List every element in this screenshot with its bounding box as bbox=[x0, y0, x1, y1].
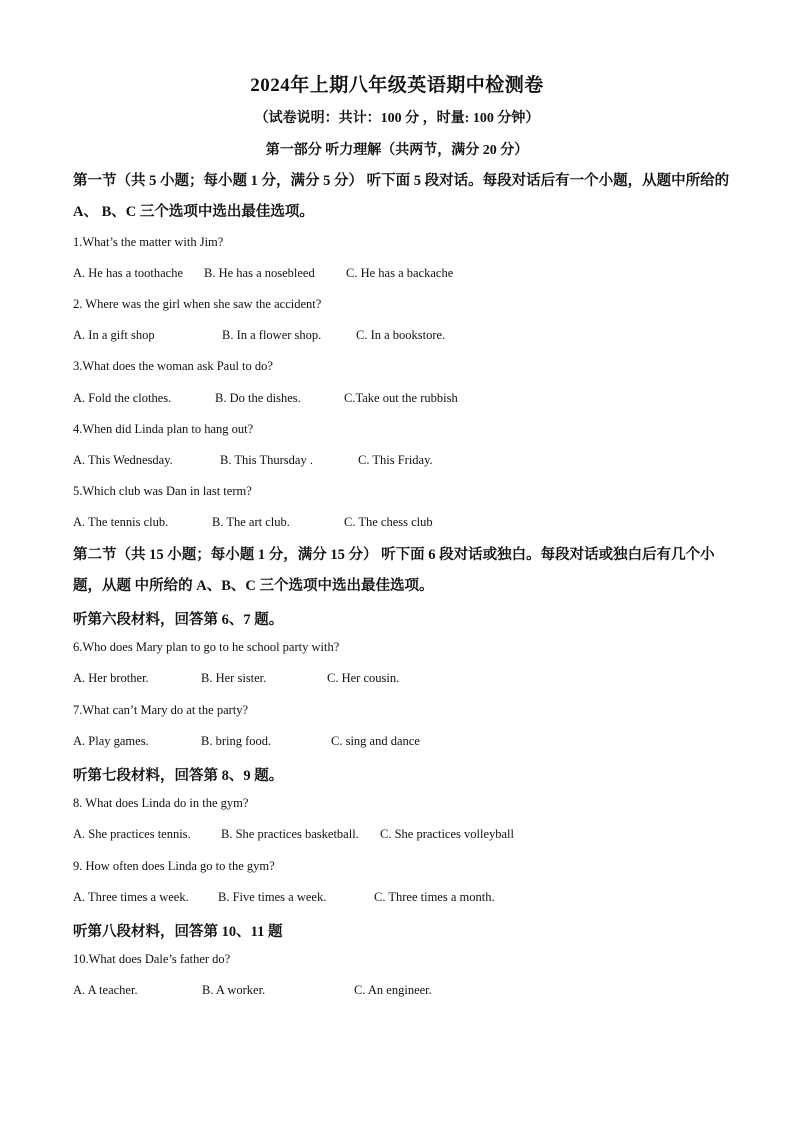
subheading-section-8: 听第八段材料，回答第 10、11 题 bbox=[73, 924, 283, 940]
exam-title: 2024年上期八年级英语期中检测卷 bbox=[250, 75, 544, 96]
option-c: C. She practices volleyball bbox=[380, 827, 514, 841]
option-b: B. In a flower shop. bbox=[222, 328, 322, 342]
subheading-section-6: 听第六段材料，回答第 6、7 题。 bbox=[73, 612, 284, 628]
option-a: A. Fold the clothes. bbox=[73, 391, 172, 405]
option-a: A. Play games. bbox=[73, 734, 149, 748]
option-c: C. Three times a month. bbox=[374, 890, 495, 904]
option-c: C. In a bookstore. bbox=[356, 328, 446, 342]
option-b: B. A worker. bbox=[202, 983, 266, 997]
option-b: B. Five times a week. bbox=[218, 890, 327, 904]
options-7 bbox=[73, 734, 733, 752]
options-2 bbox=[73, 328, 733, 346]
section2-instructions: 第二节（共 15 小题；每小题 1 分，满分 15 分） 听下面 6 段对话或独白。每段对话或独白后有几个小题，从题 中所给的 A、B、C 三个选项中选出最佳选项。 bbox=[73, 547, 715, 594]
question-9: 9. How often does Linda go to the gym? bbox=[73, 859, 275, 873]
option-c: C. An engineer. bbox=[354, 983, 432, 997]
question-3: 3.What does the woman ask Paul to do? bbox=[73, 359, 273, 373]
question-1: 1.What’s the matter with Jim? bbox=[73, 235, 224, 249]
option-a: A. Three times a week. bbox=[73, 890, 189, 904]
question-2: 2. Where was the girl when she saw the accident? bbox=[73, 297, 322, 311]
options-1 bbox=[73, 266, 733, 284]
options-4 bbox=[73, 453, 733, 471]
options-10 bbox=[73, 983, 733, 1001]
part-heading: 第一部分 听力理解（共两节，满分 20 分） bbox=[265, 143, 529, 158]
option-c: C. The chess club bbox=[344, 515, 433, 529]
option-c: C. This Friday. bbox=[358, 453, 433, 467]
option-b: B. She practices basketball. bbox=[221, 827, 359, 841]
option-a: A. Her brother. bbox=[73, 671, 149, 685]
option-b: B. Her sister. bbox=[201, 671, 267, 685]
option-b: B. He has a nosebleed bbox=[204, 266, 315, 280]
option-a: A. She practices tennis. bbox=[73, 827, 191, 841]
option-c: C. He has a backache bbox=[346, 266, 454, 280]
question-8: 8. What does Linda do in the gym? bbox=[73, 796, 249, 810]
question-10: 10.What does Dale’s father do? bbox=[73, 952, 231, 966]
options-6 bbox=[73, 671, 733, 689]
option-a: A. A teacher. bbox=[73, 983, 138, 997]
option-c: C. sing and dance bbox=[331, 734, 420, 748]
option-b: B. The art club. bbox=[212, 515, 290, 529]
option-a: A. He has a toothache bbox=[73, 266, 184, 280]
question-5: 5.Which club was Dan in last term? bbox=[73, 484, 252, 498]
option-a: A. In a gift shop bbox=[73, 328, 155, 342]
option-b: B. Do the dishes. bbox=[215, 391, 301, 405]
options-9 bbox=[73, 890, 733, 908]
options-5 bbox=[73, 515, 733, 533]
option-b: B. This Thursday . bbox=[220, 453, 313, 467]
option-a: A. This Wednesday. bbox=[73, 453, 173, 467]
question-7: 7.What can’t Mary do at the party? bbox=[73, 703, 249, 717]
option-c: C.Take out the rubbish bbox=[344, 391, 458, 405]
section1-instructions: 第一节（共 5 小题；每小题 1 分，满分 5 分） 听下面 5 段对话。每段对话后有一个小题，从题中所给的 A、 B、C 三个选项中选出最佳选项。 bbox=[73, 173, 730, 220]
options-8 bbox=[73, 827, 733, 845]
options-3 bbox=[73, 391, 733, 409]
option-a: A. The tennis club. bbox=[73, 515, 169, 529]
option-c: C. Her cousin. bbox=[327, 671, 400, 685]
option-b: B. bring food. bbox=[201, 734, 272, 748]
exam-note: （试卷说明：共计：100 分 ，时量: 100 分钟） bbox=[254, 111, 540, 126]
question-6: 6.Who does Mary plan to go to he school party with? bbox=[73, 640, 340, 654]
subheading-section-7: 听第七段材料，回答第 8、9 题。 bbox=[73, 768, 284, 784]
question-4: 4.When did Linda plan to hang out? bbox=[73, 422, 254, 436]
